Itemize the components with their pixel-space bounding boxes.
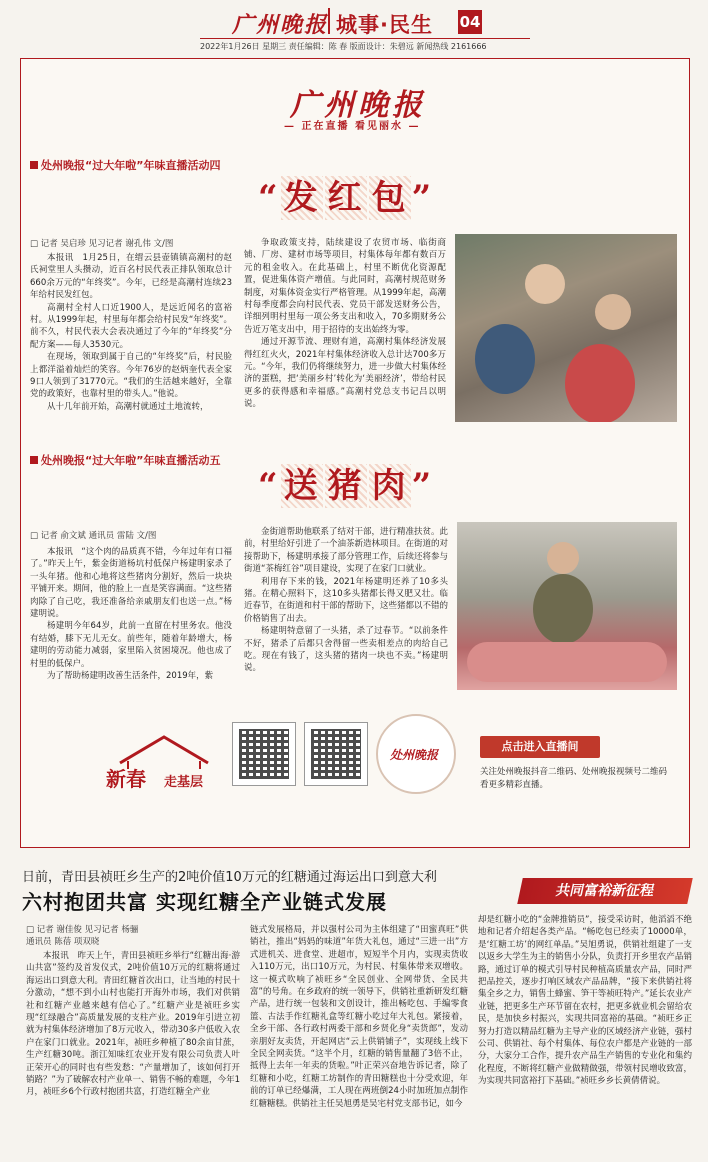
article-byline: □ 记者 谢佳俊 见习记者 杨骊 通讯员 陈蓓 项双晓 (26, 925, 139, 947)
paragraph: 金街道帮助他联系了结对干部，进行精准扶贫。此前，村里给好引进了一个油茶新造林项目。在街道的对接帮助下，杨建明承接了部分管理工作，后续还将参与街道“茶梅红谷”项目建设，实现了在家门口就业。 (244, 527, 448, 575)
paragraph: 争取政策支持，陆续建设了农贸市场、临街商铺、厂房、建材市场等项目，村集体每年都有数百万元的租金收入。在此基础上，村里不断优化资源配置，促进集体资产增值。与此同时，高潮村规范财务制度，对集体资金实行严格管理。从1999年起，高潮村每季度都会向村民代表、党员干部发送财务公告，详细列明村里每一项公务支出和收入，70多期财务公告近万笔支出中，用于招待的支出始终为零。 (244, 238, 446, 335)
follow-instructions: 关注处州晚报抖音二维码、处州晚报视频号二维码看更多精彩直播。 (480, 767, 668, 790)
newspaper-logo: 广州晚报 (232, 12, 329, 38)
story-column (244, 237, 446, 423)
issue-meta: 2022年1月26日 星期三 责任编辑：陈 春 版面设计：朱碧远 新闻热线 2161666 (200, 42, 487, 51)
paragraph: 从十几年前开始，高潮村就通过土地流转， (47, 401, 209, 412)
story-column (30, 252, 232, 422)
title-char: 包 (369, 176, 411, 220)
header-divider (328, 8, 330, 34)
title-quote: “ (258, 466, 280, 506)
paragraph: 通过开源节流、理财有道，高潮村集体经济发展得红红火火，2021年村集体经济收入总计达700多万元。“今年，我们仍将继续努力，进一步做大村集体经济的蛋糕，把‘美丽乡村’转化为‘美丽经济’，带给村民更多的获得感和幸福感。”高潮村党总支书记吕以明说。 (244, 337, 446, 410)
article-headline: 六村抱团共富 实现红糖全产业链式发展 (22, 890, 387, 914)
section-title: 城事·民生 (336, 13, 433, 37)
story-topic (30, 157, 220, 173)
title-char: 发 (281, 176, 323, 220)
paragraph: 利用存下来的钱，2021年杨建明还养了10多头猪。在精心照料下，这10多头猪都长得又肥又壮。临近春节，在街道和村干部的帮助下，这些猪都以不错的价格销售了出去。 (244, 576, 448, 624)
story-photo-red-envelopes (455, 234, 677, 422)
square-bullet-icon (30, 161, 38, 169)
paragraph: 为了帮助杨建明改善生活条件，2019年，紫 (47, 671, 214, 682)
story-column (30, 546, 232, 706)
new-spring-grassroots-sticker (100, 733, 228, 795)
article-kicker: 日前，青田县祯旺乡生产的2吨价值10万元的红糖通过海运出口到意大利 (22, 870, 437, 885)
paragraph: 杨建明特意留了一头猪，杀了过春节。“以前条件不好，猪杀了后都只舍得留一些卖相差点的肉给自己吃。现在有钱了，这头猪的猪肉一块也不卖。”杨建明说。 (244, 626, 448, 674)
paragraph: 在现场，领取到属于自己的“年终奖”后，村民脸上都洋溢着灿烂的笑容。今年76岁的赵炳奎代表全家9口人领到了31770元。“我们的生活越来越好，全靠党的政策好，也靠村里的带头人。”他说。 (30, 352, 232, 400)
column-ribbon: 共同富裕新征程 (517, 878, 693, 904)
article-column: 却是红糖小吃的“金牌推销员”，接受采访时，他滔滔不绝地和记者介绍起各类产品。“畅吃包已经卖了10000单，是‘红糖工坊’的网红单品。”吴旭勇说，供销社组建了一支以返乡大学生为主的销售小分队，负责打开乡里农产品销路，通过订单的模式引导村民种植高质量农产品，同时严把品控关，逐步打响区域农产品品牌，“接下来供销社将集全乡之力，销售土蜂蜜、笋干等祯旺特产。”延长农业产业链，把更多生产环节留在农村，把更多就业机会留给农民，是加快乡村振兴，实现共同富裕的基础。“祯旺乡正努力打造以精品红糖为主导产业的区域经济产业链，强村公司、供销社、每个村集体、每位农户都是产业链的一部分，大家分工合作，提升农产品生产销售的专业化和集约化程度，不断将红糖产业做精做强，带领村民增收致富，为实现共同富裕打下基础。”祯旺乡乡长黄倩倩说。 (478, 915, 692, 1087)
sticker-main: 新春 (106, 767, 146, 791)
square-bullet-icon (30, 456, 38, 464)
story-photo-pork (457, 522, 677, 690)
sticker-sub: 走基层 (164, 775, 204, 790)
live-slogan: — 正在直播 看见丽水 — (284, 121, 421, 132)
title-char: 猪 (325, 464, 367, 508)
paragraph: 本报讯 1月25日，在缙云县壶镇镇高潮村的赵氏祠堂里人头攒动，近百名村民代表正排队领取总计660余万元的“年终奖”。今年，已经是高潮村连续23年给村民发红包。 (30, 253, 232, 301)
story-title (258, 176, 433, 220)
article-column: 本报讯 昨天上午，青田县祯旺乡举行“红糖出海·游山共富”签约及首发仪式，2吨价值10万元的红糖将通过海运出口到意大利。青田红糖首次出口，让当地的村民十分激动，“想不到小山村也能打开海外市场，我们对供销社和红糖产业越来越有信心了。”红糖产业是祯旺乡实现“红绿融合”高质量发展的支柱产业。2019年引进立初就为村集体经济增加了8万元收入，带动30多户低收入农户在家门口就业。2021年，祯旺乡种植了80余亩甘蔗，生产红糖30吨。浙江知味红农业开发有限公司负责人叶正荣开心的同时也有些发愁：“产量增加了，该如何打开销路？”为了破解农村产业单一、销售不畅的难题，今年1月，祯旺乡6个行政村抱团共富，打造红糖全产业 (26, 951, 240, 1098)
story-column (244, 526, 448, 706)
live-brand-logo: 广州晚报 (290, 88, 426, 123)
qr-logo-text: 处州晚报 (390, 748, 439, 762)
title-char: 肉 (369, 464, 411, 508)
article-column: 链式发展格局，并以强村公司为主体组建了“田蜜真旺”供销社，推出“妈妈的味道”年货大礼包，通过“三进一出”方式进机关、进食堂、进超市，短短半个月内，实现卖货收入110万元，出口10万元，为村民、村集体带来双增收。这一模式吹响了祯旺乡“全民创业、全网带货、全民共富”的号角。在乡政府的统一领导下，供销社重新研发红糖产品，进行统一包装和文创设计，推出畅吃包、手编零食篮、古法手作红糖礼盒等红糖小吃过年大礼包。紧接着，全乡干部、各行政村两委干部和乡贤化身“卖货郎”，发动亲朋好友卖货，开起网店“云上供销铺子”，实现线上线下全民全网卖货。“这半个月，红糖的销售量翻了3倍不止，抵得上去年一年卖的货啦。”叶正荣兴奋地告诉记者，除了红糖和小吃，红糖工坊制作的青田糖糕也十分受欢迎，年前的订单已经爆满，工人现在两班倒24小时加班加点制作红糖糖糕。供销社主任吴旭勇是吴宅村党支部书记，如今 (250, 925, 468, 1109)
enter-live-room-button[interactable]: 点击进入直播间 (480, 736, 600, 758)
story-byline: □ 记者 俞文斌 通讯员 雷陆 文/图 (30, 531, 157, 541)
page-number-badge: 04 (458, 10, 482, 34)
story-title (258, 464, 433, 508)
title-char: 红 (325, 176, 367, 220)
title-quote: “ (258, 178, 280, 218)
video-account-qr-code[interactable] (304, 722, 368, 786)
story-byline: □ 记者 吴启珍 见习记者 谢孔伟 文/图 (30, 239, 174, 249)
story-topic-label: 处州晚报“过大年啦”年味直播活动五 (41, 454, 221, 467)
header-rule (200, 38, 530, 39)
douyin-qr-code[interactable] (232, 722, 296, 786)
title-char: 送 (281, 464, 323, 508)
paragraph: 本报讯 “这个肉的品质真不错，今年过年有口福了。”昨天上午，紫金街道杨坑村低保户杨建明家杀了一头年猪。他和心地将这些猪肉分割好，然后一块块平铺开来。期间，他的脸上一直是笑容满面。“这些猪肉除了自己吃，我还准备给亲戚朋友们也送一点。”杨建明说。 (30, 547, 232, 620)
title-quote: ” (411, 178, 434, 218)
qr-logo-badge[interactable] (376, 714, 456, 794)
story-topic (30, 452, 220, 468)
paragraph: 杨建明今年64岁，此前一直留在村里务农。他没有结婚，膝下无儿无女。前些年，随着年龄增大，杨建明的劳动能力减弱，家里陷入贫困境况。他也成了村里的低保户。 (30, 621, 232, 669)
title-quote: ” (411, 466, 434, 506)
story-topic-label: 处州晚报“过大年啦”年味直播活动四 (41, 159, 221, 172)
paragraph: 高潮村全村人口近1900人，是远近闻名的富裕村。从1999年起，村里每年都会给村民发“年终奖”。前不久，村民代表大会表决通过了今年的“年终奖”分配方案——每人3530元。 (30, 302, 232, 350)
